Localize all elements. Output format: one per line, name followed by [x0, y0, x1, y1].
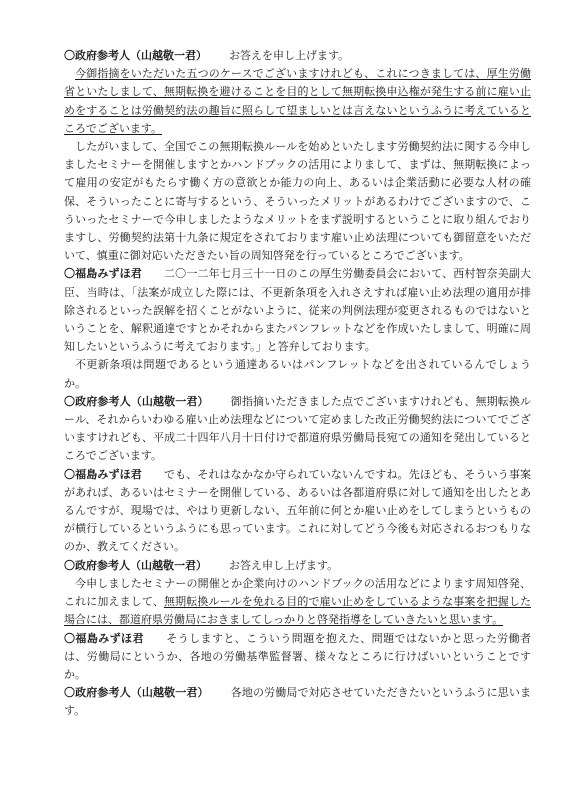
- speech-gov-1: [64, 47, 531, 65]
- speaker-name: 〇政府参考人（山越敬一君）: [64, 394, 209, 408]
- speaker-name: 〇政府参考人（山越敬一君）: [64, 686, 209, 700]
- speech-fukushima-2: [64, 466, 531, 557]
- speech-text: お答え申し上げます。: [229, 558, 339, 572]
- speech-text: 二〇一二年七月三十一日のこの厚生労働委員会において、西村智奈美副大臣、当時は、「法案が成立した際には、不更新条項を入れさえすれば雇い止め法理の適用が排除されるといった誤解を招くことがないように、従来の判例法理が変更されるものではないということを、解釈通達ですとかそれからまたパンフレットなどを作成いたしまして、明確に周知したいというふうに考えております。」と答弁しております。: [64, 267, 532, 354]
- speech-text: 不更新条項は問題であるという通達あるいはパンフレットなどを出されているんでしょうか。: [64, 358, 531, 390]
- continuation-gov-3: [64, 575, 531, 630]
- speech-gov-2: [64, 393, 531, 466]
- speaker-name: 〇福島みずほ君: [64, 467, 142, 481]
- speech-text: そうしますと、こういう問題を抱えた、問題ではないかと思った労働者は、労働局にというか、各地の労働基準監督署、様々なところに行けばいいということですか。: [64, 631, 532, 681]
- speech-text: 御指摘いただきました点でございますけれども、無期転換ルール、それからいわゆる雇い止め法理などについて定めました改正労働契約法についてでございますけれども、平成二十四年八月十日付けで都道府県労働局長宛ての通知を発出しているところでございます。: [64, 394, 531, 463]
- speech-gov-4: [64, 684, 531, 720]
- speech-fukushima-3: [64, 630, 531, 685]
- speech-text: したがいまして、全国でこの無期転換ルールを始めといたします労働契約法に関する今申しましたセミナーを開催しますとかハンドブックの活用によりまして、まずは、無期転換によって雇用の安定がもたらす働く方の意欲とか能力の向上、あるいは企業活動に必要な人材の確保、そういったことに寄与するという、そういったメリットがあるわけでございますので、こういったセミナーで今申しましたようなメリットをまず説明するということに取り組んでおりますし、労働契約法第十九条に規定をされております雇い止め法理についても御留意をいただいて、慎重に御対応いただきたい旨の周知啓発を行っているところでございます。: [64, 140, 531, 263]
- speaker-name: 〇政府参考人（山越敬一君）: [64, 558, 207, 572]
- speech-text: でも、それはなかなか守られていないんですね。先ほども、そういう事案があれば、あるいはセミナーを開催している、あるいは各都道府県に対して通知を出したとあるんですが、現場では、やはり更新しない、五年前に何とか雇い止めをしてしまうというものが横行しているというふうにも思っています。これに対してどう今後も対応されるおつもりなのか、教えてください。: [64, 467, 531, 554]
- underlined-text: 今御指摘をいただいた五つのケースでございますけれども、これにつきましては、厚生労働省といたしまして、無期転換を避けることを目的として無期転換申込権が発生する前に雇い止めをすることは労働契約法の趣旨に照らして望ましいとは言えないというふうに考えているところでございます。: [64, 67, 531, 135]
- speaker-name: 〇福島みずほ君: [64, 631, 144, 645]
- speech-gov-3: [64, 557, 531, 575]
- speaker-name: 〇福島みずほ君: [64, 267, 142, 281]
- speech-text: 今申しましたセミナーの開催とか企業向けのハンドブックの活用などによります周知啓発、これに加えまして、: [64, 576, 531, 609]
- speech-text: 各地の労働局で対応させていただきたいというふうに思います。: [64, 686, 531, 718]
- underlined-text: 無期転換ルールを免れる目的で雇い止めをしているような事案を把握した場合には、都道府県労働局におきましてしっかりと啓発指導をしていきたいと思います。: [64, 595, 532, 627]
- continuation-gov-2: [64, 138, 531, 265]
- continuation-gov-1: [64, 65, 531, 138]
- speech-fukushima-1: [64, 265, 531, 356]
- speech-text: お答えを申し上げます。: [229, 49, 350, 62]
- speaker-name: 〇政府参考人（山越敬一君）: [64, 49, 207, 62]
- continuation-fukushima-1: [64, 356, 531, 392]
